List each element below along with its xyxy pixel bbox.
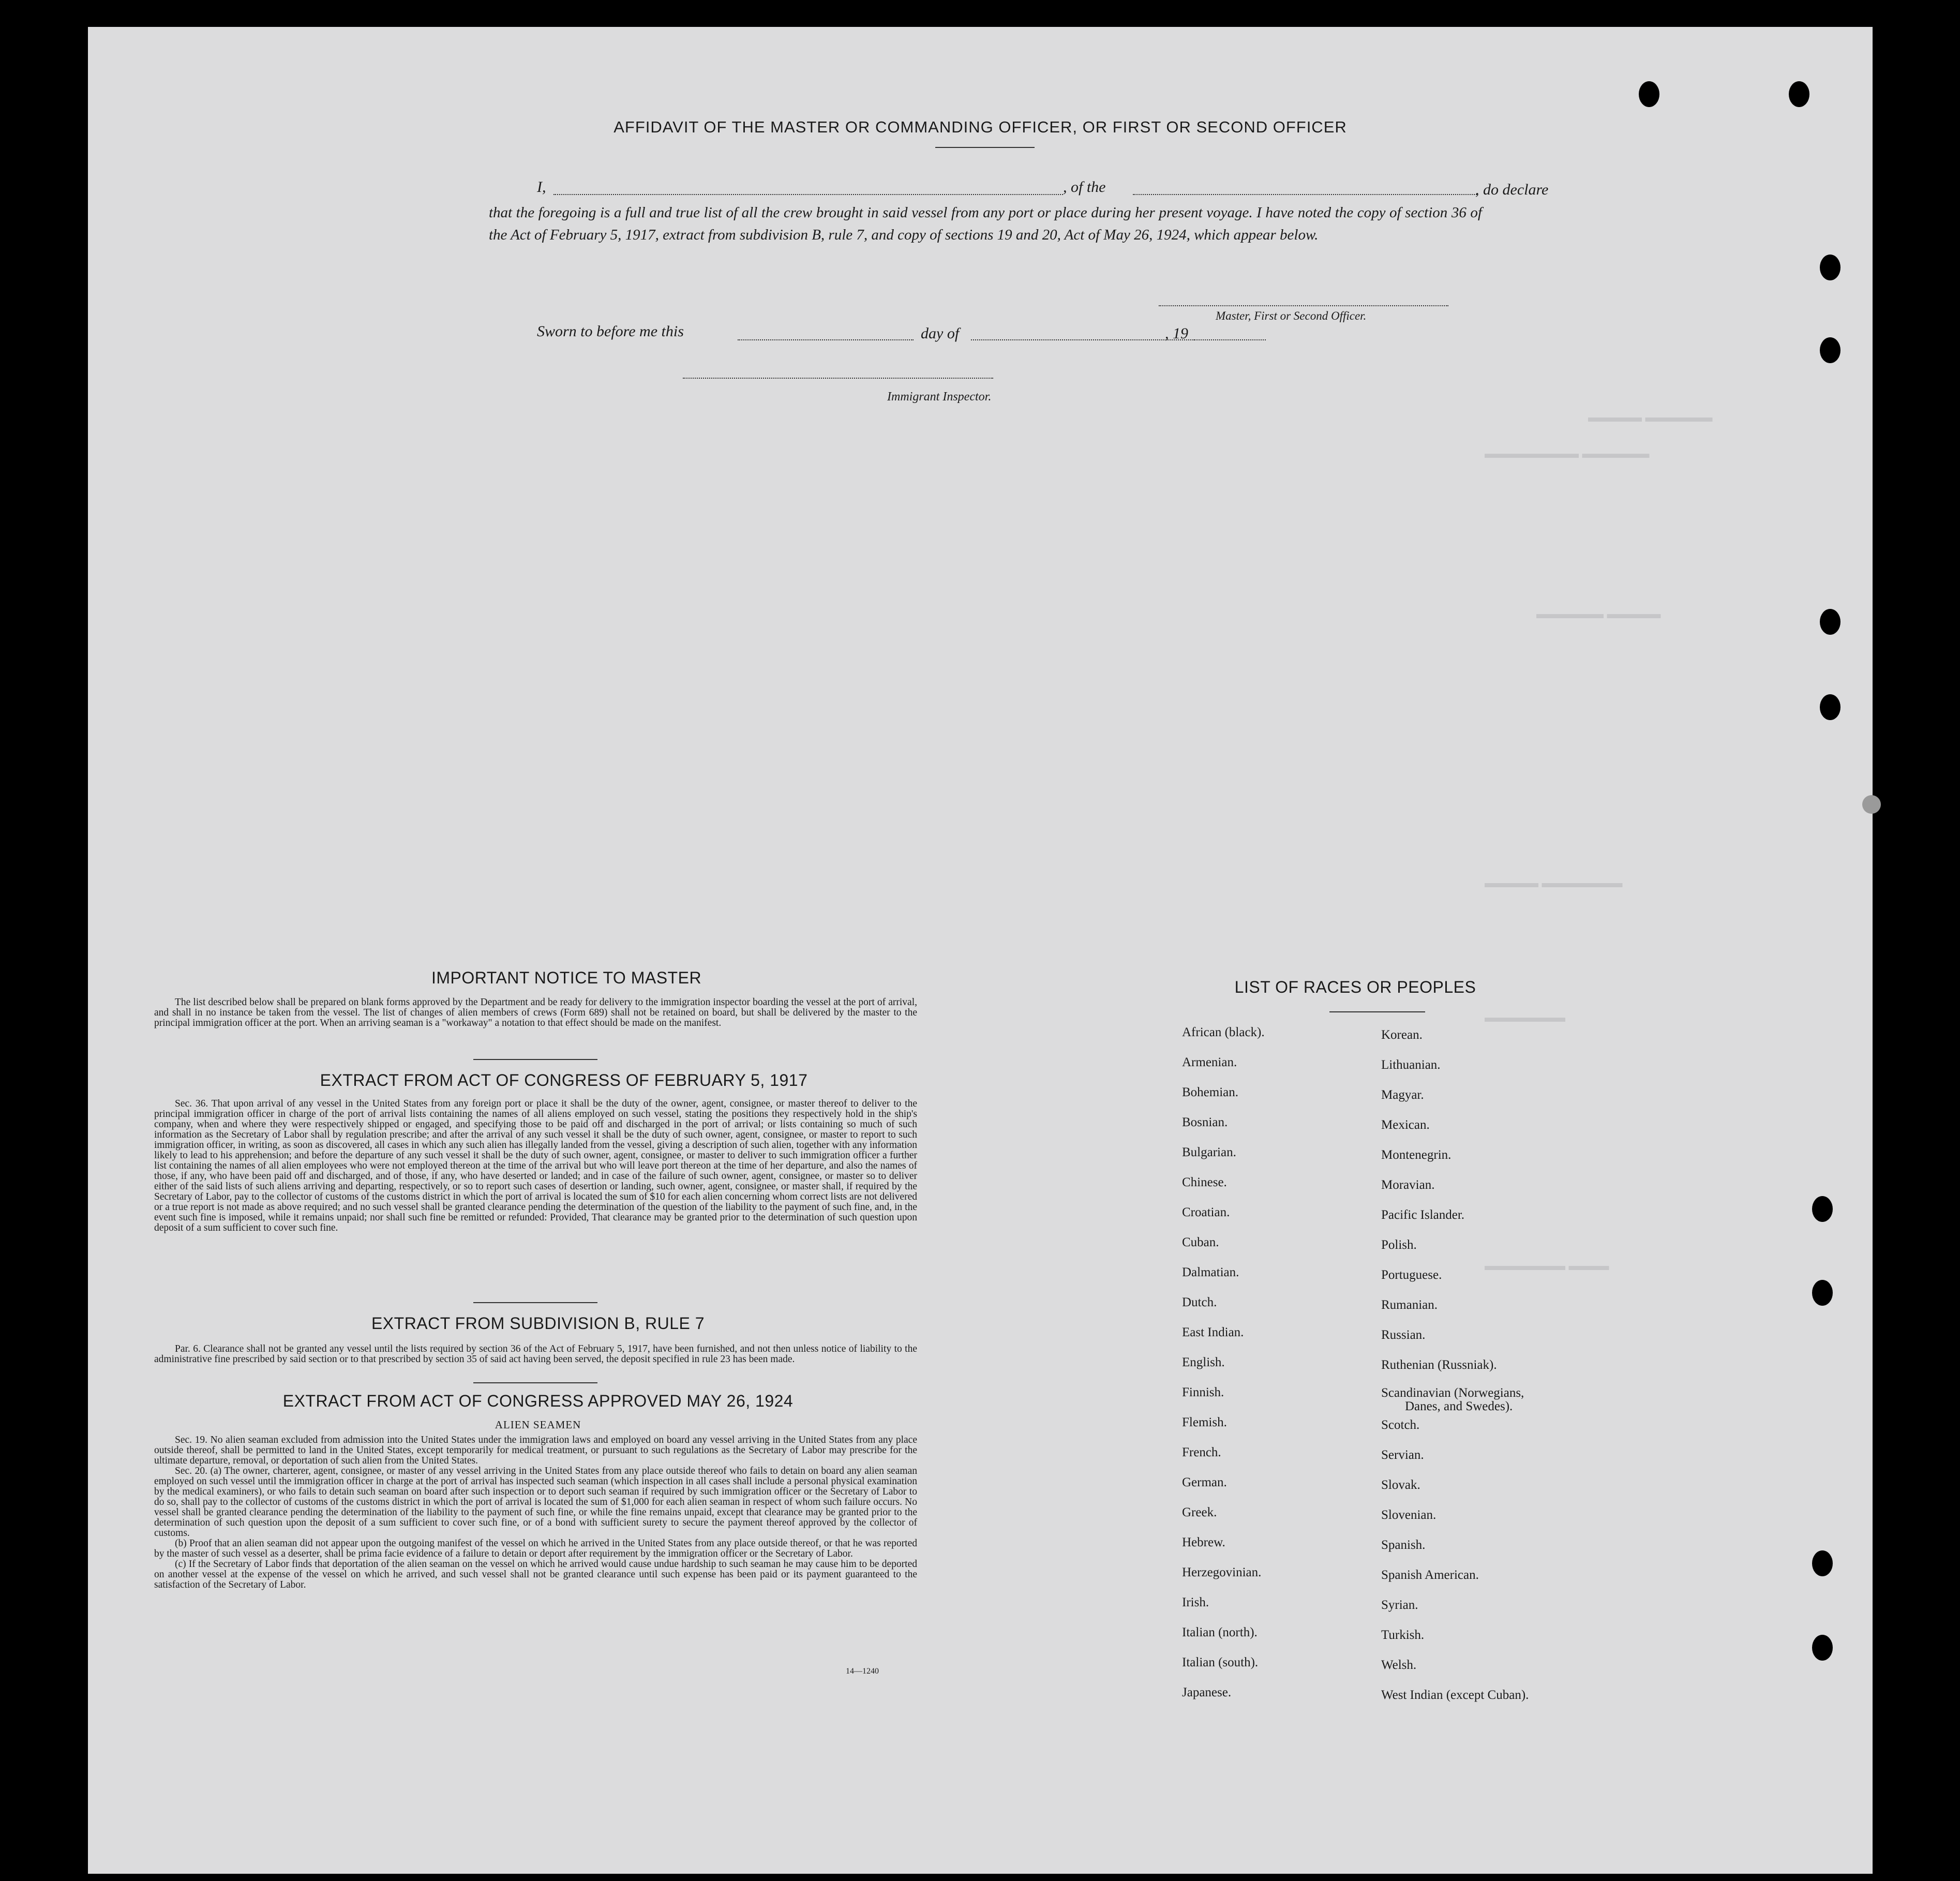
punch-hole: [1639, 81, 1659, 107]
punch-hole: [1820, 255, 1841, 280]
rule7-text: [154, 1344, 917, 1365]
sworn-label: Sworn to before me this: [537, 323, 684, 340]
section-19-paragraph: Sec. 19. No alien seaman excluded from admission into the United States under the immigration laws and employed on board any vessel arriving in the United States from any place outside thereof, shall be permitted to land in the United States, except temporarily for medical treatment, or pursuant to such regulations as the Secretary of Labor may prescribe for the ultimate departure, removal, or deportation of such alien from the United States.: [154, 1435, 917, 1466]
race-item: Ruthenian (Russniak).: [1381, 1358, 1497, 1372]
year-label: , 19: [1165, 325, 1188, 342]
race-item: French.: [1182, 1445, 1221, 1459]
race-item: Chinese.: [1182, 1175, 1227, 1189]
punch-hole: [1812, 1550, 1833, 1576]
punch-hole: [1812, 1635, 1833, 1661]
rule7-title: EXTRACT FROM SUBDIVISION B, RULE 7: [371, 1314, 705, 1333]
race-item: Lithuanian.: [1381, 1058, 1441, 1072]
race-item: Servian.: [1381, 1448, 1424, 1462]
punch-hole: [1812, 1196, 1833, 1222]
race-item: Finnish.: [1182, 1385, 1224, 1399]
punch-hole: [1820, 337, 1841, 363]
extract-1924-text: [154, 1435, 917, 1590]
punch-hole: [1820, 609, 1841, 635]
race-item: Italian (south).: [1182, 1655, 1259, 1669]
section-divider: [473, 1059, 597, 1060]
race-item: Moravian.: [1381, 1178, 1435, 1192]
declaration-text: that the foregoing is a full and true list of all the crew brought in said vessel from any port or place during her present voyage. I have noted the copy of section 36 of the Act of February 5, 1917, extract from subdivision B, rule 7, and copy of sections 19 and 20, Act of May 26, 1924, which appear below.: [489, 204, 1482, 243]
race-item: Magyar.: [1381, 1088, 1424, 1102]
race-item: Scandinavian (Norwegians,: [1381, 1386, 1524, 1400]
officer-signature-caption: Master, First or Second Officer.: [1216, 309, 1367, 322]
declarant-label: I,: [537, 178, 546, 196]
alien-seamen-subtitle: ALIEN SEAMEN: [495, 1419, 581, 1431]
race-item: East Indian.: [1182, 1325, 1244, 1339]
race-item: Bohemian.: [1182, 1085, 1239, 1099]
vessel-name-line[interactable]: [1133, 194, 1477, 195]
punch-hole: [1789, 81, 1809, 107]
race-item: Turkish.: [1381, 1628, 1425, 1642]
races-title-underline: [1329, 1011, 1425, 1012]
race-item: Portuguese.: [1381, 1268, 1442, 1282]
race-item: Pacific Islander.: [1381, 1208, 1465, 1222]
section-divider: [473, 1302, 597, 1303]
race-item: West Indian (except Cuban).: [1381, 1688, 1529, 1702]
race-item: Welsh.: [1381, 1658, 1417, 1672]
extract-1917-title: EXTRACT FROM ACT OF CONGRESS OF FEBRUARY 5, 1917: [320, 1071, 808, 1089]
section-20c-paragraph: (c) If the Secretary of Labor finds that deportation of the alien seaman on the vessel on which he arrived would cause undue hardship to such seaman he may cause him to be deported on another vessel at the expense of the vessel on which he arrived, and such vessel shall not be granted clearance until such expense has been paid or its payment guaranteed to the satisfaction of the Secretary of Labor.: [154, 1559, 917, 1590]
race-item: Japanese.: [1182, 1685, 1232, 1699]
race-item: Irish.: [1182, 1595, 1209, 1609]
race-item: Hebrew.: [1182, 1535, 1225, 1549]
declarant-name-line[interactable]: [553, 194, 1063, 195]
race-item: Herzegovinian.: [1182, 1565, 1262, 1579]
race-item: Greek.: [1182, 1505, 1217, 1519]
notice-paragraph: The list described below shall be prepared on blank forms approved by the Department and be ready for delivery to the immigration inspector boarding the vessel at the port of arrival, and shall in no instance be taken from the vessel. The list of changes of alien members of crews (Form 689) shall not be retained on board, but shall be delivered by the master to the principal immigration officer at the port. When an arriving seaman is a "workaway" a notation to that effect should be made on the manifest.: [154, 997, 917, 1028]
race-item: Scotch.: [1381, 1418, 1420, 1432]
race-item: Polish.: [1381, 1238, 1417, 1252]
notice-text: [154, 997, 917, 1028]
race-item: Italian (north).: [1182, 1625, 1258, 1639]
race-item: Korean.: [1381, 1028, 1423, 1042]
race-item: Slovak.: [1381, 1478, 1420, 1492]
affidavit-title: AFFIDAVIT OF THE MASTER OR COMMANDING OFFICER, OR FIRST OR SECOND OFFICER: [614, 118, 1347, 136]
race-item: German.: [1182, 1475, 1227, 1489]
race-item: Armenian.: [1182, 1055, 1237, 1069]
vessel-of-label: , of the: [1063, 178, 1106, 196]
section-36-paragraph: Sec. 36. That upon arrival of any vessel in the United States from any foreign port or place it shall be the duty of the owner, agent, consignee, or master thereof to deliver to the principal immigration officer in charge of the port of arrival lists containing the names of all aliens employed on such vessel, stating the positions they respectively hold in the ship's company, when and where they were respectively shipped or engaged, and specifying those to be paid off and discharged in the port of arrival; or lists containing so much of such information as the Secretary of Labor shall by regulation prescribe; and after the arrival of any such vessel it shall be the duty of such owner, agent, consignee, or master to report to such immigration officer, in writing, as soon as discovered, all cases in which any such alien has illegally landed from the vessel, giving a description of such alien, together with any information likely to lead to his apprehension; and before the departure of any such vessel it shall be the duty of such owner, agent, consignee, or master to deliver to such immigration officer a further list containing the names of all alien employees who were not employed thereon at the time of the arrival but who will leave port thereon at the time of her departure, and also the names of those, if any, who have been paid off and discharged, and of those, if any, who have deserted or landed; and in case of the failure of such owner, agent, consignee, or master so to deliver either of the said lists of such aliens arriving and departing, respectively, or so to report such cases of desertion or landing, such owner, agent, consignee, or master shall, if required by the Secretary of Labor, pay to the collector of customs of the customs district in which the port of arrival is located the sum of $10 for each alien concerning whom correct lists are not delivered or a true report is not made as above required; and no such vessel shall be granted clearance pending the determination of the question of the liability to the payment of such fine, and, in the event such fine is imposed, while it remains unpaid; nor shall such fine be remitted or refunded: Provided, That clearance may be granted prior to the determination of such question upon deposit of a sum sufficient to cover such fine.: [154, 1098, 917, 1233]
punch-hole: [1812, 1280, 1833, 1306]
race-item: Syrian.: [1381, 1598, 1418, 1612]
race-item: Bulgarian.: [1182, 1145, 1236, 1159]
notice-title: IMPORTANT NOTICE TO MASTER: [431, 968, 702, 987]
race-item: Montenegrin.: [1381, 1148, 1452, 1162]
section-20b-paragraph: (b) Proof that an alien seaman did not appear upon the outgoing manifest of the vessel on which he arrived in the United States from any place outside thereof, or that he was reported by the master of such vessel as a deserter, shall be prima facie evidence of a failure to detain or deport after requirement by the immigration officer or the Secretary of Labor.: [154, 1538, 917, 1559]
officer-signature-line[interactable]: [1159, 305, 1448, 306]
punch-hole: [1862, 795, 1881, 814]
inspector-signature-line[interactable]: [683, 378, 993, 379]
race-item: Cuban.: [1182, 1235, 1219, 1249]
rule7-paragraph: Par. 6. Clearance shall not be granted any vessel until the lists required by section 36 of the Act of February 5, 1917, have been furnished, and not then unless notice of liability to the administrative fine prescribed by said section or to that prescribed by section 35 of said act having been served, the deposit specified in rule 23 has been made.: [154, 1343, 917, 1365]
race-item: Mexican.: [1381, 1118, 1430, 1132]
day-of-label: day of: [921, 325, 960, 342]
race-item: Rumanian.: [1381, 1298, 1438, 1312]
extract-1924-title: EXTRACT FROM ACT OF CONGRESS APPROVED MAY 26, 1924: [282, 1392, 794, 1410]
section-20a-paragraph: Sec. 20. (a) The owner, charterer, agent, consignee, or master of any vessel arriving in the United States from any place outside thereof who fails to detain on board any alien seaman employed on such vessel until the immigration officer in charge at the port of arrival has inspected such seaman (which inspection in all cases shall include a personal physical examination by the medical examiners), or who fails to detain such seaman on board after such inspection or to deport such seaman if required by such immigration officer or the Secretary of Labor to do so, shall pay to the collector of customs of the customs district in which the port of arrival is located the sum of $1,000 for each alien seaman in respect of whom such failure occurs. No vessel shall be granted clearance pending the determination of the liability to the payment of such fine, or while the fine remains unpaid, except that clearance may be granted prior to the determination of such question upon the deposit of a sum sufficient to cover such fine, or of a bond with sufficient surety to secure the payment thereof approved by the collector of customs.: [154, 1466, 917, 1539]
inspector-caption: Immigrant Inspector.: [887, 390, 992, 404]
race-item: Spanish American.: [1381, 1568, 1479, 1582]
race-item: English.: [1182, 1355, 1225, 1369]
race-item: Dalmatian.: [1182, 1265, 1239, 1279]
race-item: Dutch.: [1182, 1295, 1217, 1309]
extract-1917-text: [154, 1099, 917, 1233]
race-item: Spanish.: [1381, 1538, 1426, 1552]
races-title: LIST OF RACES OR PEOPLES: [1234, 978, 1476, 996]
sworn-day-line[interactable]: [738, 339, 914, 340]
race-item-continuation: Danes, and Swedes).: [1405, 1399, 1513, 1413]
declare-label: , do declare: [1475, 181, 1549, 198]
race-item: Bosnian.: [1182, 1115, 1228, 1129]
section-divider: [473, 1382, 597, 1383]
sworn-year-line[interactable]: [1194, 339, 1222, 340]
punch-hole: [1820, 694, 1841, 720]
form-number: 14—1240: [846, 1667, 879, 1676]
race-item: African (black).: [1182, 1025, 1265, 1039]
document-sheet: ▬▬▬▬ ▬▬▬▬▬ ▬▬▬▬▬▬▬ ▬▬▬▬▬ ▬▬▬▬▬ ▬▬▬▬ ▬▬▬▬ ▬▬▬▬▬▬ ▬▬▬▬▬▬ ▬▬▬▬▬▬ ▬▬▬ AFFIDAVIT OF THE MASTER OR COMMANDING OFFICER, OR FIRST OR SECOND OFFICER I, , of the , do declare that the foregoing is a full and true list of all the crew brought in said vessel from any port or place during her present voyage. I have noted the copy of section 36 of the Act of February 5, 1917, extract from subdivision B, rule 7, and copy of sections 19 and 20, Act of May 26, 1924, which appear below. Master, First or Second Officer. Sworn to before me this day of , 19 Immigrant Inspector. IMPORTANT NOTICE TO MASTER The list described below shall be prepared on blank forms approved by the Department and be ready for delivery to the immigration inspector boarding the vessel at the port of arrival, and shall in no instance be taken from the vessel. The list of changes of alien members of crews (Form 689) shall not be retained on board, but shall be delivered by the master to the principal immigration officer at the port. When an arriving seaman is a "workaway" a notation to that effect should be made on the manifest. EXTRACT FROM ACT OF CONGRESS OF FEBRUARY 5, 1917 Sec. 36. That upon arrival of any vessel in the United States from any foreign port or place it shall be the duty of the owner, agent, consignee, or master thereof to deliver to the principal immigration officer in charge of the port of arrival lists containing the names of all aliens employed on such vessel, stating the positions they respectively hold in the ship's company, when and where they were respectively shipped or engaged, and specifying those to be paid off and discharged in the port of arrival; or lists containing so much of such information as the Secretary of Labor shall by regulation prescribe; and after the arrival of any such vessel it shall be the duty of such owner, agent, consignee, or master to report to such immigration officer, in writing, as soon as discovered, all cases in which any such alien has illegally landed from the vessel, giving a description of such alien, together with any information likely to lead to his apprehension; and before the departure of any such vessel it shall be the duty of such owner, agent, consignee, or master to deliver to such immigration officer a further list containing the names of all alien employees who were not employed thereon at the time of the arrival but who will leave port thereon at the time of her departure, and also the names of those, if any, who have been paid off and discharged, and of those, if any, who have deserted or landed; and in case of the failure of such owner, agent, consignee, or master so to deliver either of the said lists of such aliens arriving and departing, respectively, or so to report such cases of desertion or landing, such owner, agent, consignee, or master shall, if required by the Secretary of Labor, pay to the collector of customs of the customs district in which the port of arrival is located the sum of $10 for each alien concerning whom correct lists are not delivered or a true report is not made as above required; and no such vessel shall be granted clearance pending the determination of the question of the liability to the payment of such fine, and, in the event such fine is imposed, while it remains unpaid; nor shall such fine be remitted or refunded: Provided, That clearance may be granted prior to the determination of such question upon deposit of a sum sufficient to cover such fine. EXTRACT FROM SUBDIVISION B, RULE 7 Par. 6. Clearance shall not be granted any vessel until the lists required by section 36 of the Act of February 5, 1917, have been furnished, and not then unless notice of liability to the administrative fine prescribed by said section or to that prescribed by section 35 of said act having been served, the deposit specified in rule 23 has been made. EXTRACT FROM ACT OF CONGRESS APPROVED MAY 26, 1924 ALIEN SEAMEN Sec. 19. No alien seaman excluded from admission into the United States under the immigration laws and employed on board any vessel arriving in the United States from any place outside thereof, shall be permitted to land in the United States, except temporarily for medical treatment, or pursuant to such regulations as the Secretary of Labor may prescribe for the ultimate departure, removal, or deportation of such alien from the United States. Sec. 20. (a) The owner, charterer, agent, consignee, or master of any vessel arriving in the United States from any place outside thereof who fails to detain on board any alien seaman employed on such vessel until the immigration officer in charge at the port of arrival has inspected such seaman (which inspection in all cases shall include a personal physical examination by the medical examiners), or who fails to detain such seaman on board after such inspection or to deport such seaman if required by such immigration officer or the Secretary of Labor to do so, shall pay to the collector of customs of the customs district in which the port of arrival is located the sum of $1,000 for each alien seaman in respect of whom such failure occurs. No vessel shall be granted clearance pending the determination of the liability to the payment of such fine, or while the fine remains unpaid, except that clearance may be granted prior to the determination of such question upon the deposit of a sum sufficient to cover such fine, or of a bond with sufficient surety to secure the payment thereof approved by the collector of customs. (b) Proof that an alien seaman did not appear upon the outgoing manifest of the vessel on which he arrived in the United States from any place outside thereof, or that he was reported by the master of such vessel as a deserter, shall be prima facie evidence of a failure to detain or deport after requirement by the immigration officer or the Secretary of Labor. (c) If the Secretary of Labor finds that deportation of the alien seaman on the vessel on which he arrived would cause undue hardship to such seaman he may cause him to be deported on another vessel at the expense of the vessel on which he arrived, and such vessel shall not be granted clearance until such expense has been paid or its payment guaranteed to the satisfaction of the Secretary of Labor. 14—1240 LIST OF RACES OR PEOPLES African (black). Armenian. Bohemian. Bosnian. Bulgarian. Chinese. Croatian. Cuban. Dalmatian. Dutch. East Indian. English. Finnish. Flemish. French. German. Greek. Hebrew. Herzegovinian. Irish. Italian (north). Italian (south). Japanese. Korean. Lithuanian. Magyar. Mexican. Montenegrin. Moravian. Pacific Islander. Polish. Portuguese. Rumanian. Russian. Ruthenian (Russniak). Scandinavian (Norwegians, Danes, and Swedes). Scotch. Servian. Slovak. Slovenian. Spanish. Spanish American. Syrian. Turkish. Welsh. West Indian (except Cuban).: [88, 27, 1873, 1874]
title-underline: [935, 147, 1035, 148]
race-item: Flemish.: [1182, 1415, 1227, 1429]
race-item: Croatian.: [1182, 1205, 1230, 1219]
race-item: Slovenian.: [1381, 1508, 1437, 1522]
race-item: Russian.: [1381, 1328, 1426, 1342]
